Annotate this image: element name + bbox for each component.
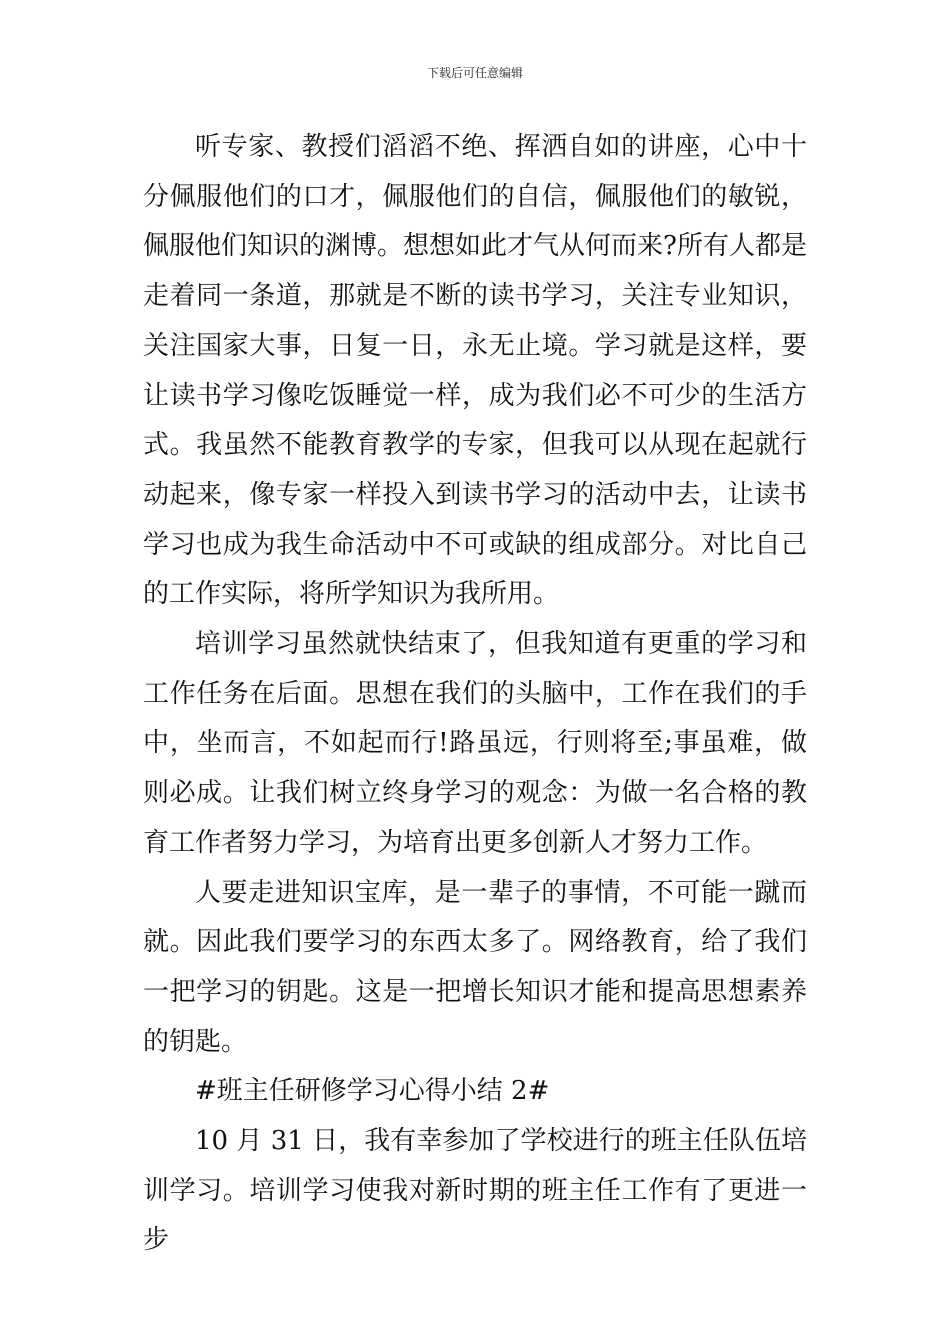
section-heading: #班主任研修学习心得小结 2# — [195, 1076, 550, 1107]
paragraph-expert-lectures: 听专家、教授们滔滔不绝、挥洒自如的讲座，心中十分佩服他们的口才，佩服他们的自信，佩服他们的敏锐，佩服他们知识的渊博。想想如此才气从何而来?所有人都是走着同一条道，那就是不断的读书学习，关注专业知识，关注国家大事，日复一日，永无止境。学习就是这样，要让读书学习像吃饭睡觉一样，成为我们必不可少的生活方式。我虽然不能教育教学的专家，但我可以从现在起就行动起来，像专家一样投入到读书学习的活动中去，让读书学习也成为我生命活动中不可或缺的组成部分。对比自己的工作实际，将所学知识为我所用。 — [143, 132, 807, 610]
paragraph-knowledge-treasury: 人要走进知识宝库，是一辈子的事情，不可能一蹴而就。因此我们要学习的东西太多了。网络教育，给了我们一把学习的钥匙。这是一把增长知识才能和提高思想素养的钥匙。 — [143, 877, 807, 1057]
paragraph-training-ending: 培训学习虽然就快结束了，但我知道有更重的学习和工作任务在后面。思想在我们的头脑中，工作在我们的手中，坐而言，不如起而行!路虽远，行则将至;事虽难，做则必成。让我们树立终身学习的观念：为做一名合格的教育工作者努力学习，为培育出更多创新人才努力工作。 — [143, 629, 807, 858]
document-body — [143, 123, 807, 1266]
page-header: 下载后可任意编辑 — [426, 66, 523, 80]
paragraph-october-training: 10 月 31 日，我有幸参加了学校进行的班主任队伍培训学习。培训学习使我对新时期的班主任工作有了更进一步 — [143, 1126, 807, 1256]
